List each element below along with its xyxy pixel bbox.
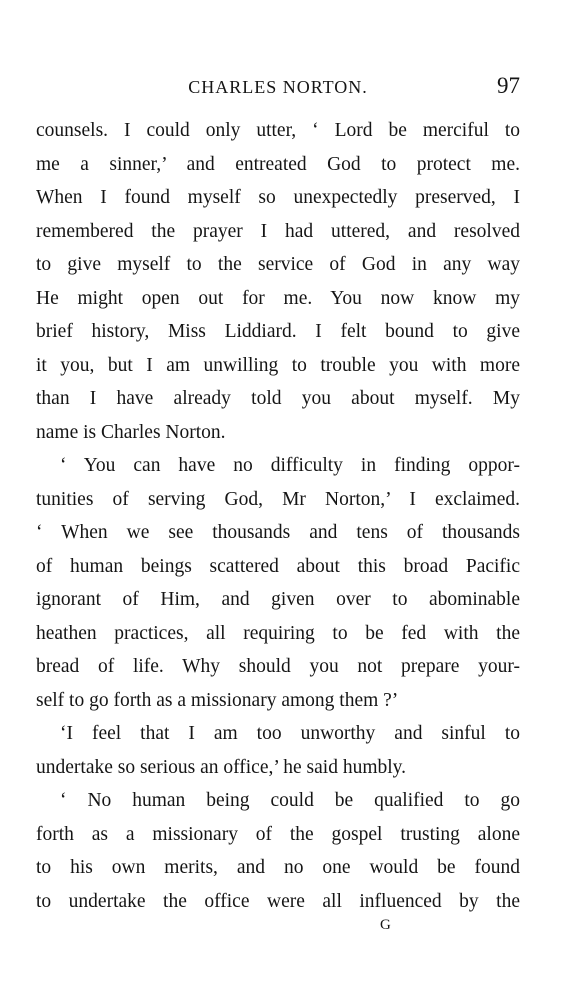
text-line: ‘ No human being could be qualified to go (60, 790, 520, 811)
text-line: than I have already told you about myself. My (36, 388, 520, 409)
text-line: tunities of serving God, Mr Norton,’ I exclaimed. (36, 488, 520, 510)
text-line: self to go forth as a missionary among them ?’ (36, 689, 399, 711)
text-line: to give myself to the service of God in any way (36, 254, 520, 275)
text-line: remembered the prayer I had uttered, and resolved (36, 220, 520, 242)
running-title: CHARLES NORTON. (188, 77, 368, 97)
text-line: to his own merits, and no one would be found (36, 857, 520, 878)
body-text (36, 114, 520, 918)
page-number: 97 (497, 73, 520, 98)
text-line: me a sinner,’ and entreated God to protect me. (36, 153, 520, 175)
text-line: ‘ When we see thousands and tens of thousands (36, 522, 520, 543)
text-line: ‘I feel that I am too unworthy and sinful to (60, 723, 520, 744)
text-line: counsels. I could only utter, ‘ Lord be merciful to (36, 120, 520, 141)
text-line: to undertake the office were all influenced by the (36, 890, 520, 912)
text-line: ignorant of Him, and given over to abominable (36, 589, 520, 610)
text-line: ‘ You can have no difficulty in finding oppor- (60, 455, 520, 476)
text-line: of human beings scattered about this broad Pacific (36, 555, 520, 577)
text-line: heathen practices, all requiring to be fed with the (36, 622, 520, 644)
text-line: He might open out for me. You now know my (36, 287, 520, 309)
text-line: When I found myself so unexpectedly preserved, I (36, 187, 520, 208)
running-head (36, 73, 520, 103)
text-line: it you, but I am unwilling to trouble you with more (36, 354, 520, 376)
signature-mark: G (380, 917, 391, 933)
text-line: undertake so serious an office,’ he said humbly. (36, 756, 407, 778)
text-line: name is Charles Norton. (36, 421, 226, 443)
text-line: forth as a missionary of the gospel trusting alone (36, 823, 520, 845)
text-line: brief history, Miss Liddiard. I felt bound to give (36, 321, 520, 342)
text-line: bread of life. Why should you not prepare your- (36, 656, 520, 677)
